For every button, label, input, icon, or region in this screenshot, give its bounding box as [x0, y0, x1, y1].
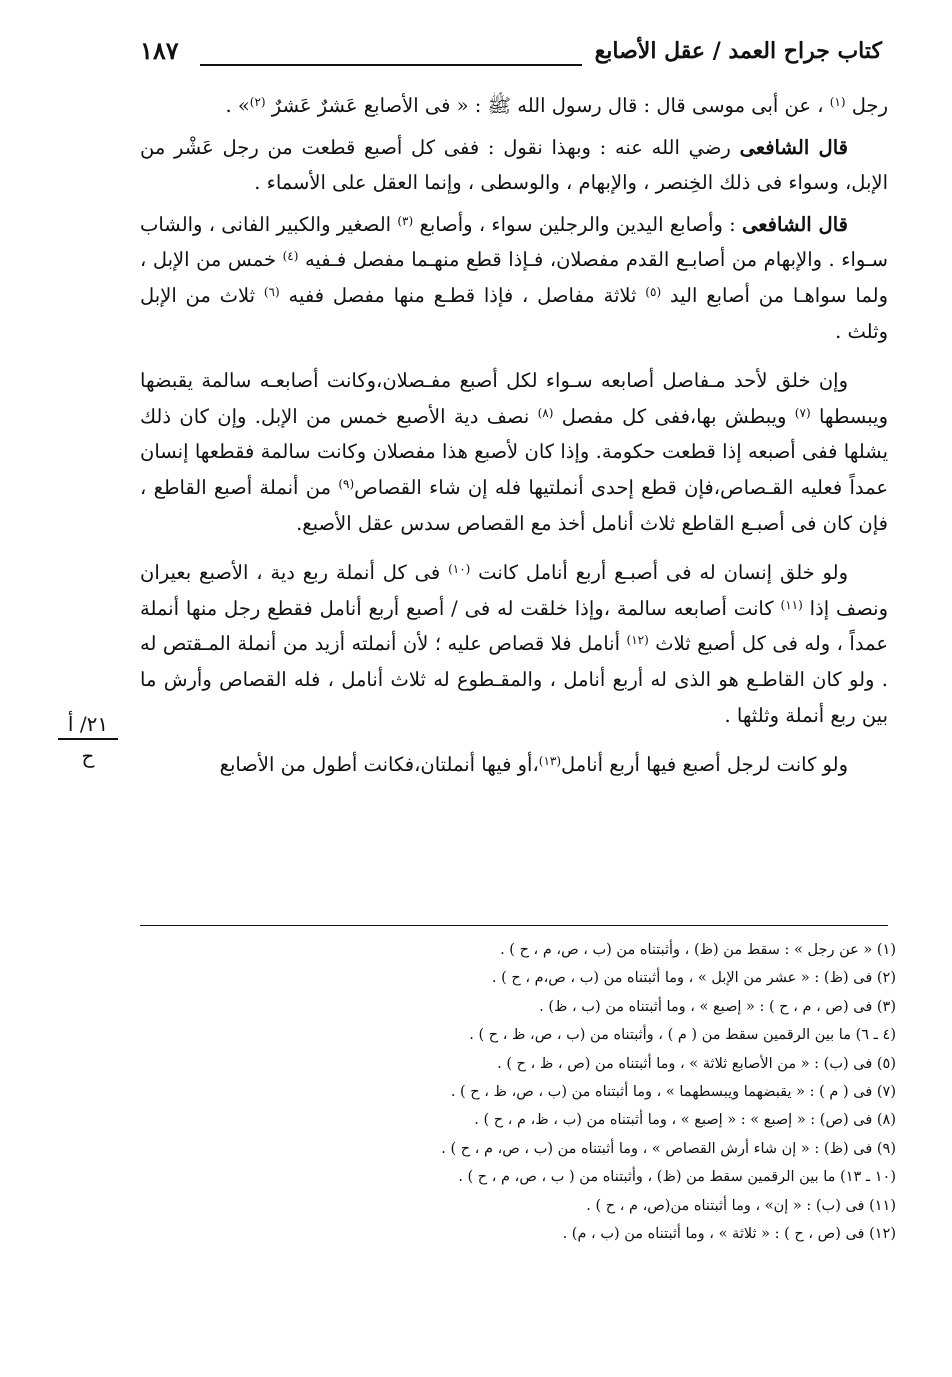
page-header [140, 34, 882, 78]
footnote: (٢) فى (ظ) : « عشر من الإبل » ، وما أثبتناه من (ب ، ص،م ، ح ) . [491, 970, 896, 987]
text-run: رضي الله عنه : وبهذا نقول : ففى كل أصبع قطعت من رجل عَشْر من الإبل، وسواء فى ذلك الخِنصر ، والإبهام ، والوسطى ، وإنما العقل على الأسماء . [140, 135, 888, 195]
speaker-label: قال الشافعى [739, 135, 848, 159]
text-run: ثلاثة مفاصل ، فإذا قطـع منها مفصل ففيه [279, 283, 646, 307]
speaker-label: قال الشافعى [742, 212, 848, 236]
footnote: (٩) فى (ظ) : « إن شاء أرش القصاص » ، وما أثبتناه من (ب ، ص، م ، ح ) . [441, 1140, 896, 1157]
text-run: ولو كانت لرجل أصبع فيها أربع أنامل [561, 753, 848, 777]
folio-manuscript-siglum: ح [81, 744, 95, 768]
footnote-marker: (١١) [780, 597, 803, 612]
text-run: ،أو فيها أنملتان،فكانت أطول من الأصابع [219, 753, 539, 777]
footnote: (١٠ ـ ١٣) ما بين الرقمين سقط من (ظ) ، وأثبتناه من ( ب ، ص، م ، ح ) . [458, 1169, 896, 1186]
text-run: نصف دية الأصبع خمس من الإبل. وإن كان ذلك يشلها ففى أصبعه إذا قطعت حكومة. وإذا كان لأصبع هذا مفصلان وكانت سالمة فقطعها إنسان عمداً فعليه القـصاص،فإن قطع إحدى أنملتيها فله إن شاء القصاص [140, 404, 889, 499]
paragraph [140, 363, 888, 541]
text-run: فى كل أنملة ربع دية ، الأصبع بعيران ونصف إذا [140, 561, 888, 620]
footnote-marker: (٦) [263, 284, 280, 299]
footnote-marker: (٩) [338, 476, 355, 491]
paragraph [140, 747, 888, 783]
text-run: ولو خلق إنسان له فى أصبـع أربع أنامل كانت [470, 561, 848, 585]
text-run: » . [225, 94, 250, 117]
footnote-marker: (٨) [537, 405, 554, 420]
folio-number: ٢١/ أ [58, 712, 118, 740]
footnote: (٤ ـ ٦) ما بين الرقمين سقط من ( م ) ، وأثبتناه من (ب ، ص، ظ ، ح ) . [469, 1027, 896, 1044]
header-rule [200, 64, 582, 66]
paragraph [140, 88, 888, 124]
text-run: من أنملة أصبع القاطع ، فإن كان فى أصبـع القاطع ثلاث أنامل أخذ مع القصاص سدس عقل الأصبع. [140, 475, 888, 535]
text-run: رجل [845, 94, 888, 117]
footnote: (٧) فى ( م ) : « يقبضهما ويبسطهما » ، وما أثبتناه من (ب ، ص، ظ ، ح ) . [450, 1084, 896, 1101]
footnote-rule [140, 925, 888, 926]
footnote-marker: (٧) [794, 405, 811, 420]
footnote: (١) « عن رجل » : سقط من (ظ) ، وأثبتناه من (ب ، ص، م ، ح ) . [500, 942, 896, 958]
footnote: (١٢) فى (ص ، ح ) : « ثلاثة » ، وما أثبتناه من (ب ، م) . [562, 1226, 896, 1243]
footnote-marker: (١٢) [626, 633, 649, 648]
text-run: وإن خلق لأحد مـفاصل أصابعه سـواء لكل أصبع مفـصلان،وكانت أصابعـه سالمة يقبضها ويبسطها [140, 369, 889, 428]
footnote-marker: (٢) [249, 95, 266, 109]
main-text [140, 88, 888, 783]
text-run: خمس من الإبل ، ولما سواهـا من أصابع اليد [140, 248, 888, 307]
paragraph [140, 555, 888, 733]
text-run: الصغير والكبير الفانى ، والشاب سـواء . والإبهام من أصابـع القدم مفصلان، فـإذا قطع منهـما مفصل فـفيه [140, 212, 888, 272]
page-number: ١٨٧ [140, 36, 179, 65]
footnote-marker: (١) [829, 95, 846, 109]
text-run: ثلاث من الإبل وثلث . [140, 283, 888, 343]
footnote-marker: (١٣) [538, 754, 562, 769]
running-title: كتاب جراح العمد / عقل الأصابع [594, 38, 882, 64]
footnote: (٨) فى (ص) : « إصبع » : « إصبع » ، وما أثبتناه من (ب ، ظ، م ، ح ) . [474, 1112, 896, 1129]
paragraph [140, 130, 888, 201]
paragraph [140, 207, 888, 349]
text-run: : وأصابع اليدين والرجلين سواء ، وأصابع [413, 212, 743, 236]
footnote-marker: (١٠) [448, 562, 471, 577]
text-run: كانت أصابعه سالمة ،وإذا خلقت له فى / أصبع أربع أنامل فقطع رجل منها أنملة عمداً ، وله فى كل أصبع ثلاث [140, 596, 888, 656]
text-run: ، عن أبى موسى قال : قال رسول الله ﷺ : « فى الأصابع عَشرٌ عَشرٌ [265, 94, 830, 117]
text-run: ويبطش بها،ففى كل مفصل [553, 404, 795, 428]
footnote: (٣) فى (ص ، م ، ح ) : « إصبع » ، وما أثبتناه من (ب ، ظ) . [539, 998, 896, 1015]
footnotes [140, 936, 896, 1248]
text-run: أنامل فلا قصاص عليه ؛ لأن أنملته أزيد من أنملة المـقتص له . ولو كان القاطـع هو الذى له أربع أنامل ، والمقـطوع له ثلاث أنامل ، فله القصاص وأرش ما بين ربع أنملة وثلثها . [140, 632, 888, 727]
footnote: (١١) فى (ب) : « إن» ، وما أثبتناه من(ص، م ، ح ) . [586, 1197, 896, 1214]
footnote: (٥) فى (ب) : « من الأصابع ثلاثة » ، وما أثبتناه من (ص ، ظ ، ح ) . [497, 1055, 896, 1072]
footnote-marker: (٤) [282, 249, 299, 264]
manuscript-folio-note [58, 712, 118, 768]
footnote-marker: (٣) [397, 213, 414, 228]
footnote-marker: (٥) [645, 284, 662, 299]
